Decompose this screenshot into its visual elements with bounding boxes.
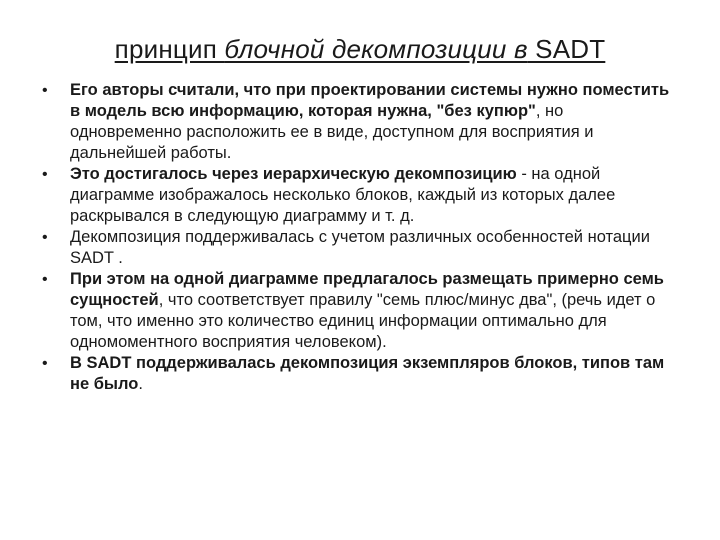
bullet-item-1 [40,80,670,164]
title-part-3: SADT [527,34,606,64]
bullet-text: , но одновременно расположить ее в виде, доступном для восприятия и дальнейшей работы. [70,102,594,162]
bullet-list [40,80,670,395]
slide-title [0,34,720,65]
bullet-text: - на одной диаграмме изображалось несколько блоков, каждый из которых далее раскрывался в следующую диаграмму и т. д. [70,165,616,225]
bullet-bold-text: При этом на одной диаграмме предлагалось размещать примерно семь сущностей [70,270,664,309]
bullet-bold-text: Это достигалось через иерархическую декомпозицию [70,165,517,183]
bullet-text: Декомпозиция поддерживалась с учетом различных особенностей нотации SADT . [70,228,650,267]
bullet-icon: • [42,166,48,183]
bullet-item-3 [40,227,670,269]
title-part-1: принцип [114,34,225,64]
bullet-item-2 [40,164,670,227]
bullet-text: , что соответствует правилу "семь плюс/минус два", (речь идет о том, что именно это количество единиц информации оптимально для одномоментного восприятия человеком). [70,291,656,351]
bullet-item-4 [40,269,670,353]
bullet-item-5 [40,353,670,395]
bullet-bold-text: Его авторы считали, что при проектировании системы нужно поместить в модель всю информацию, которая нужна, "без купюр" [70,81,670,120]
bullet-text: . [138,375,143,393]
bullet-icon: • [42,271,48,288]
bullet-icon: • [42,229,48,246]
bullet-icon: • [42,355,48,372]
title-part-2: блочной декомпозиции в [224,34,528,64]
bullet-icon: • [42,82,48,99]
bullet-bold-text: В SADT поддерживалась декомпозиция экземпляров блоков, типов там не было [70,354,665,393]
